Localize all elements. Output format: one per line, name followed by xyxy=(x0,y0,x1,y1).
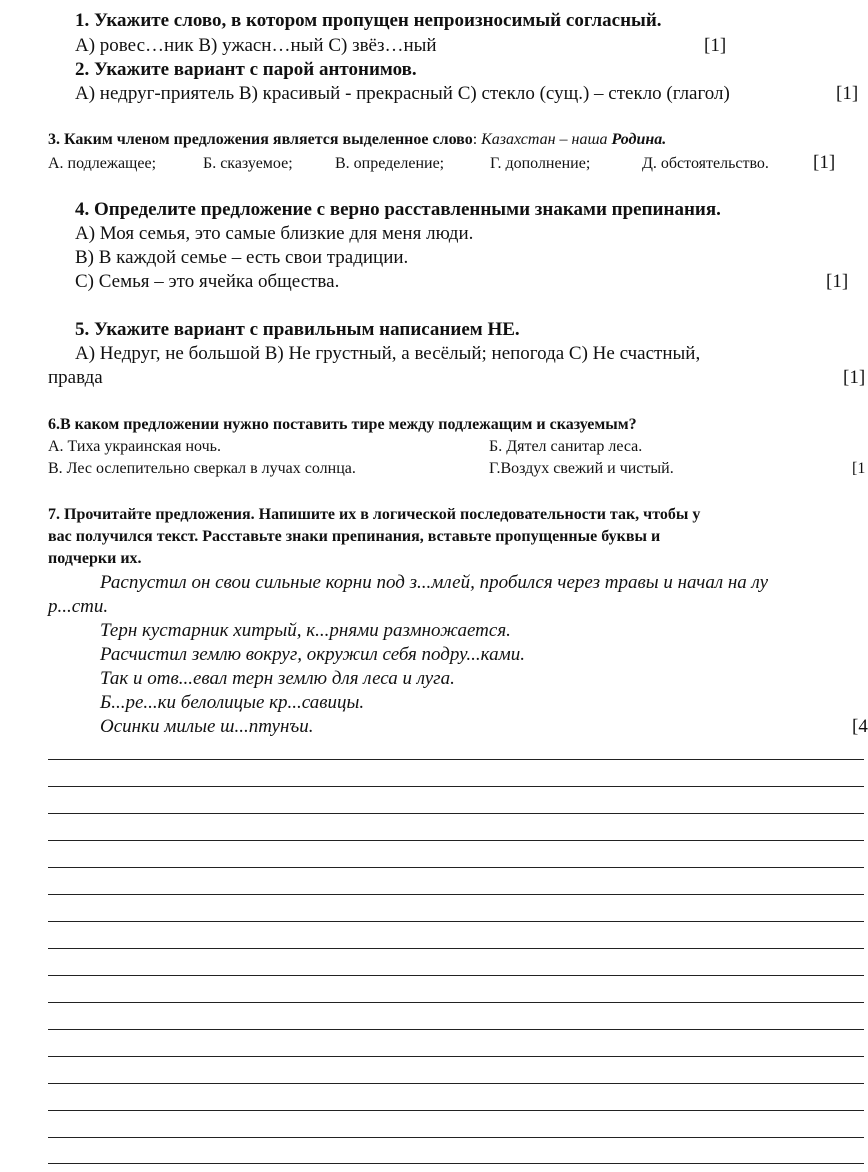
q2-options: А) недруг-приятель В) красивый - прекрасный С) стекло (сущ.) – стекло (глагол) xyxy=(75,83,730,104)
q6-score: [1 xyxy=(852,460,866,477)
q3-option-a: А. подлежащее; xyxy=(48,155,157,172)
q3-title-line xyxy=(48,131,666,149)
q6-title: 6.В каком предложении нужно поставить тире между подлежащим и сказуемым? xyxy=(48,416,637,433)
q4-title: 4. Определите предложение с верно расставленными знаками препинания. xyxy=(75,199,721,220)
q1-title: 1. Укажите слово, в котором пропущен непроизносимый согласный. xyxy=(75,10,662,31)
q7-text-line-6: Б...ре...ки белолицые кр...савицы. xyxy=(100,692,365,713)
q7-text-line-4: Расчистил землю вокруг, окружил себя подру...ками. xyxy=(100,644,525,665)
answer-line xyxy=(48,1083,864,1084)
q6-option-c: В. Лес ослепительно сверкал в лучах солнца. xyxy=(48,460,356,477)
q3-colon: : xyxy=(472,131,482,148)
q5-options-continued: правда xyxy=(48,367,103,388)
q3-score: [1] xyxy=(813,152,836,173)
q4-score: [1] xyxy=(826,271,849,292)
answer-line xyxy=(48,867,864,868)
answer-line xyxy=(48,948,864,949)
answer-line xyxy=(48,1110,864,1111)
answer-line xyxy=(48,1056,864,1057)
answer-line xyxy=(48,1029,864,1030)
q6-option-d: Г.Воздух свежий и чистый. xyxy=(489,460,674,477)
q7-text-line-2: р...сти. xyxy=(48,596,109,617)
q3-option-e: Д. обстоятельство. xyxy=(642,155,769,172)
q2-score: [1] xyxy=(836,83,859,104)
q3-sentence: Казахстан – наша xyxy=(481,131,612,148)
q7-text-line-7: Осинки милые ш...птунъи. xyxy=(100,716,314,737)
q6-option-b: Б. Дятел санитар леса. xyxy=(489,438,643,455)
q7-text-line-3: Терн кустарник хитрый, к...рнями размножается. xyxy=(100,620,511,641)
q5-options: А) Недруг, не большой В) Не грустный, а весёлый; непогода С) Не счастный, xyxy=(75,343,701,364)
answer-line xyxy=(48,1163,864,1164)
answer-line xyxy=(48,894,864,895)
answer-line xyxy=(48,921,864,922)
q3-option-d: Г. дополнение; xyxy=(490,155,591,172)
q3-title: 3. Каким членом предложения является выделенное слово xyxy=(48,131,473,148)
answer-line xyxy=(48,813,864,814)
q6-option-a: А. Тиха украинская ночь. xyxy=(48,438,221,455)
answer-line xyxy=(48,1002,864,1003)
q7-score: [4 xyxy=(852,716,868,737)
q5-title: 5. Укажите вариант с правильным написанием НЕ. xyxy=(75,319,520,340)
q2-title: 2. Укажите вариант с парой антонимов. xyxy=(75,59,417,80)
answer-line xyxy=(48,1137,864,1138)
q7-title-line-3: подчерки их. xyxy=(48,550,142,567)
answer-line xyxy=(48,759,864,760)
answer-line xyxy=(48,975,864,976)
q3-highlighted-word: Родина. xyxy=(611,131,667,148)
q4-option-c: С) Семья – это ячейка общества. xyxy=(75,271,340,292)
answer-line xyxy=(48,840,864,841)
q7-title-line-1: 7. Прочитайте предложения. Напишите их в логической последовательности так, чтобы у xyxy=(48,506,701,523)
q1-options: А) ровес…ник В) ужасн…ный С) звёз…ный xyxy=(75,35,437,56)
q4-option-b: В) В каждой семье – есть свои традиции. xyxy=(75,247,409,268)
q1-score: [1] xyxy=(704,35,727,56)
q3-option-c: В. определение; xyxy=(335,155,445,172)
q7-title-line-2: вас получился текст. Расставьте знаки препинания, вставьте пропущенные буквы и xyxy=(48,528,661,545)
q7-text-line-1: Распустил он свои сильные корни под з...млей, пробился через травы и начал на лу xyxy=(100,572,768,593)
q7-text-line-5: Так и отв...евал терн землю для леса и луга. xyxy=(100,668,455,689)
q3-option-b: Б. сказуемое; xyxy=(203,155,293,172)
answer-line xyxy=(48,786,864,787)
q4-option-a: А) Моя семья, это самые близкие для меня люди. xyxy=(75,223,474,244)
q5-score: [1] xyxy=(843,367,866,388)
